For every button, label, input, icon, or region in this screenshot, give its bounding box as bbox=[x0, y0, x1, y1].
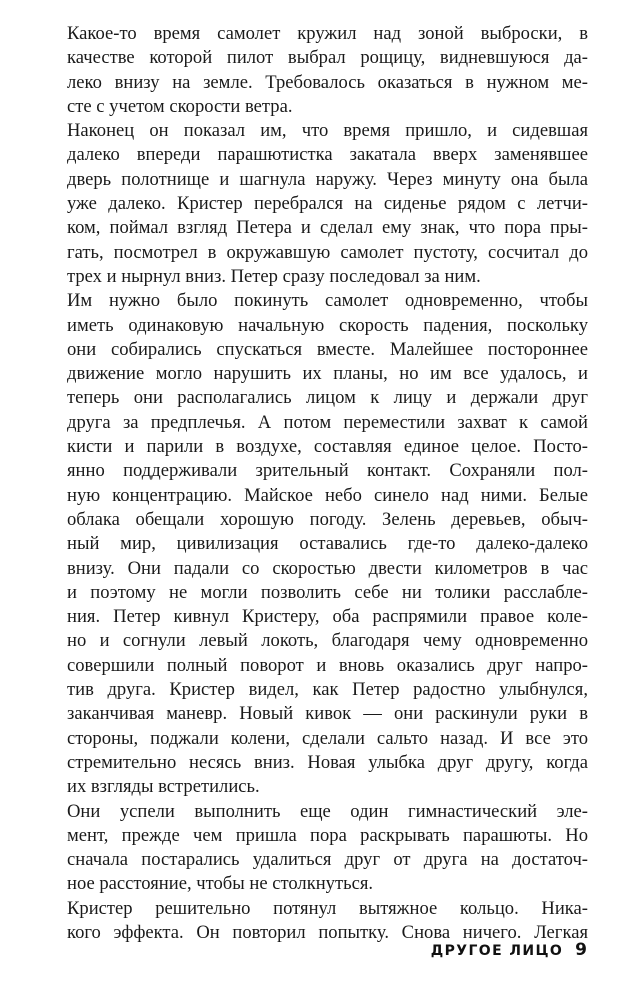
text-line: ния. Петер кивнул Кристеру, оба распрямили правое коле- bbox=[67, 606, 588, 628]
text-line: Наконец он показал им, что время пришло, и сидевшая bbox=[67, 120, 588, 142]
text-line: их взгляды встретились. bbox=[67, 776, 260, 798]
text-line: кисти и парили в воздухе, составляя единое целое. Посто- bbox=[67, 436, 588, 458]
text-line: ную концентрацию. Майское небо синело над ними. Белые bbox=[67, 484, 588, 506]
text-line: иметь одинаковую начальную скорость падения, поскольку bbox=[67, 314, 588, 336]
text-line: мент, прежде чем пришла пора раскрывать парашюты. Но bbox=[67, 824, 588, 846]
text-line: но и согнули левый локоть, благодаря чему одновременно bbox=[67, 630, 588, 652]
running-head: ДРУГОЕ ЛИЦО bbox=[430, 943, 564, 959]
paragraph-2 bbox=[43, 119, 588, 289]
text-line: трех и нырнул вниз. Петер сразу последовал за ним. bbox=[67, 265, 481, 287]
paragraph-1 bbox=[43, 22, 588, 119]
text-line: сначала постарались удалиться друг от друга на достаточ- bbox=[67, 849, 588, 871]
text-line: янно поддерживали зрительный контакт. Сохраняли пол- bbox=[67, 460, 588, 482]
text-line: далеко впереди парашютистка закатала вверх заменявшее bbox=[67, 144, 588, 166]
text-line: стороны, поджали колени, сделали сальто назад. И все это bbox=[67, 727, 588, 749]
text-line: облака обещали хорошую погоду. Зелень деревьев, обыч- bbox=[67, 508, 588, 530]
text-line: они собирались спускаться вместе. Малейшее постороннее bbox=[67, 338, 588, 360]
text-line: ком, поймал взгляд Петера и сделал ему знак, что пора пры- bbox=[67, 217, 588, 239]
text-line: гать, посмотрел в окружавшую самолет пустоту, сосчитал до bbox=[67, 241, 588, 263]
text-line: и поэтому не могли позволить себе ни толики расслабле- bbox=[67, 581, 588, 603]
text-line: уже далеко. Кристер перебрался на сиденье рядом с летчи- bbox=[67, 193, 588, 215]
text-line: Они успели выполнить еще один гимнастический эле- bbox=[67, 800, 588, 822]
text-line: внизу. Они падали со скоростью двести километров в час bbox=[67, 557, 588, 579]
page-footer bbox=[431, 940, 587, 960]
text-line: сте с учетом скорости ветра. bbox=[67, 95, 293, 117]
text-line: Им нужно было покинуть самолет одновременно, чтобы bbox=[67, 290, 588, 312]
text-line: качестве которой пилот выбрал рощицу, видневшуюся да- bbox=[67, 47, 588, 69]
text-line: тив друга. Кристер видел, как Петер радостно улыбнулся, bbox=[67, 679, 588, 701]
text-line: кого эффекта. Он повторил попытку. Снова ничего. Легкая bbox=[67, 921, 588, 943]
text-line: теперь они располагались лицом к лицу и держали друг bbox=[67, 387, 588, 409]
text-line: Кристер решительно потянул вытяжное кольцо. Ника- bbox=[67, 897, 588, 919]
text-line: ный мир, цивилизация оставались где-то далеко-далеко bbox=[67, 533, 588, 555]
page-body bbox=[43, 22, 588, 945]
text-line: ное расстояние, чтобы не столкнуться. bbox=[67, 873, 374, 895]
paragraph-3 bbox=[43, 289, 588, 799]
paragraph-4 bbox=[43, 800, 588, 897]
text-line: стремительно несясь вниз. Новая улыбка друг другу, когда bbox=[67, 751, 588, 773]
page-number: 9 bbox=[575, 940, 587, 960]
text-line: движение могло нарушить их планы, но им все удалось, и bbox=[67, 363, 588, 385]
text-line: совершили полный поворот и вновь оказались друг напро- bbox=[67, 654, 588, 676]
text-line: заканчивая маневр. Новый кивок — они раскинули руки в bbox=[67, 703, 588, 725]
text-line: дверь полотнище и шагнула наружу. Через минуту она была bbox=[67, 168, 588, 190]
text-line: леко внизу на земле. Требовалось оказаться в нужном ме- bbox=[67, 71, 588, 93]
text-line: друга за предплечья. А потом переместили захват к самой bbox=[67, 411, 588, 433]
paragraph-5 bbox=[43, 897, 588, 946]
text-line: Какое-то время самолет кружил над зоной выброски, в bbox=[67, 23, 588, 44]
